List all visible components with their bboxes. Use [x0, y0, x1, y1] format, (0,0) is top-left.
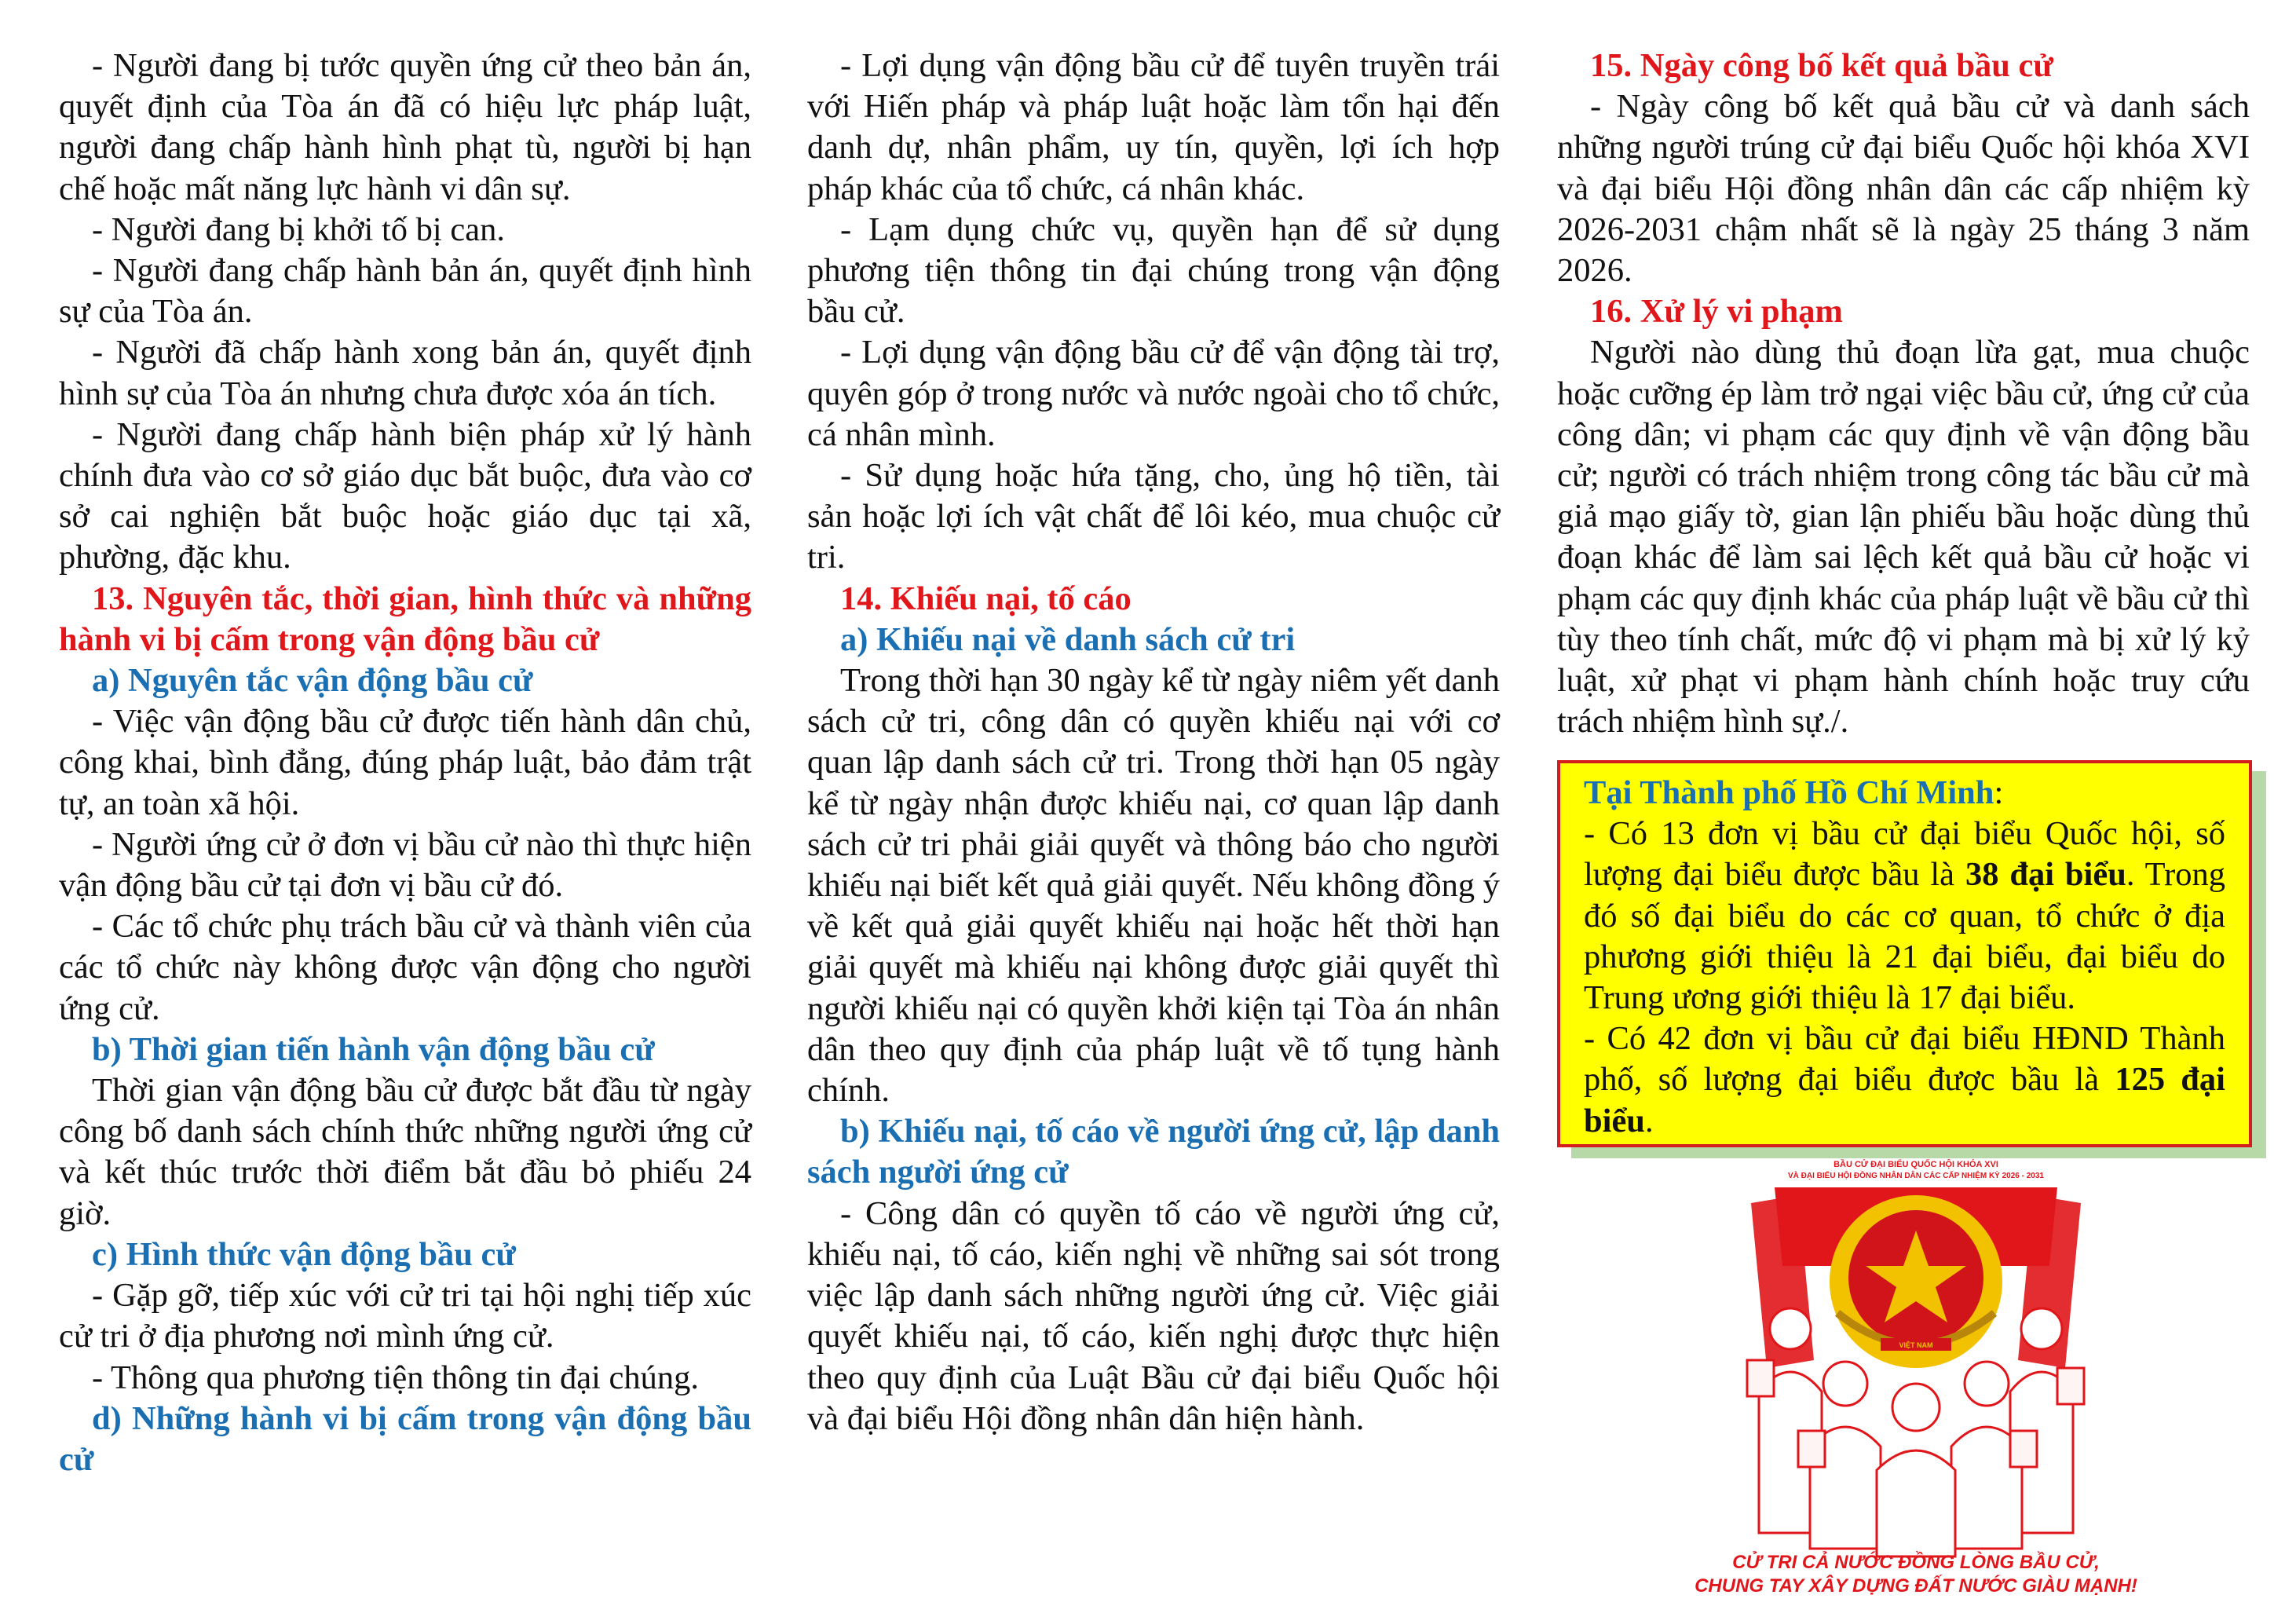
- hcm-box-p2-bold: 125 đại biểu: [1584, 1061, 2225, 1139]
- body-paragraph: - Việc vận động bầu cử được tiến hành dân chủ, công khai, bình đẳng, đúng pháp luật, bảo đảm trật tự, an toàn xã hội.: [59, 703, 751, 822]
- body-paragraph: - Người đang bị khởi tố bị can.: [92, 210, 505, 248]
- body-paragraph: - Gặp gỡ, tiếp xúc với cử tri tại hội nghị tiếp xúc cử tri ở địa phương nơi mình ứng cử.: [59, 1277, 751, 1355]
- body-paragraph: - Người đang bị tước quyền ứng cử theo bản án, quyết định của Tòa án đã có hiệu lực pháp luật, người đang chấp hành hình phạt tù, người bị hạn chế hoặc mất năng lực hành vi dân sự.: [59, 47, 751, 207]
- poster-slogan: [1680, 1551, 2152, 1598]
- body-paragraph: - Lạm dụng chức vụ, quyền hạn để sử dụng phương tiện thông tin đại chúng trong vận động bầu cử.: [807, 210, 1500, 331]
- body-paragraph: - Người đang chấp hành biện pháp xử lý hành chính đưa vào cơ sở giáo dục bắt buộc, đưa vào cơ sở cai nghiện bắt buộc hoặc giáo dục tại xã, phường, đặc khu.: [59, 415, 751, 576]
- body-paragraph: Thời gian vận động bầu cử được bắt đầu từ ngày công bố danh sách chính thức những người ứng cử và kết thúc trước thời điểm bắt đầu bỏ phiếu 24 giờ.: [59, 1072, 751, 1232]
- hcm-box-title-suffix: :: [1994, 774, 2004, 811]
- section-heading: 16. Xử lý vi phạm: [1590, 293, 1843, 331]
- section-heading: 13. Nguyên tắc, thời gian, hình thức và những hành vi bị cấm trong vận động bầu cử: [59, 580, 751, 658]
- body-paragraph: - Công dân có quyền tố cáo về người ứng cử, khiếu nại, tố cáo, kiến nghị về những sai sót trong việc lập danh sách những người ứng cử. Việc giải quyết khiếu nại, tố cáo, kiến nghị được thực hiện theo quy định của Luật Bầu cử đại biểu Quốc hội và đại biểu Hội đồng nhân dân hiện hành.: [807, 1194, 1500, 1437]
- section-heading: c) Hình thức vận động bầu cử: [92, 1235, 516, 1273]
- section-heading: b) Khiếu nại, tố cáo về người ứng cử, lập danh sách người ứng cử: [807, 1113, 1500, 1191]
- body-paragraph: - Lợi dụng vận động bầu cử để tuyên truyền trái với Hiến pháp và pháp luật hoặc làm tổn hại đến danh dự, nhân phẩm, uy tín, quyền, lợi ích hợp pháp khác của tổ chức, cá nhân khác.: [807, 47, 1500, 207]
- hcm-box-paragraph-2: [1584, 1019, 2225, 1142]
- national-emblem-icon: [1830, 1195, 2002, 1368]
- section-heading: d) Những hành vi bị cấm trong vận động bầu cử: [59, 1399, 751, 1478]
- poster-header-line1: BẦU CỬ ĐẠI BIỂU QUỐC HỘI KHÓA XVI: [1834, 1160, 1998, 1169]
- hcm-box-paragraph-1: [1584, 814, 2225, 1019]
- column-left: [59, 46, 751, 1480]
- poster-slogan-line2: CHUNG TAY XÂY DỰNG ĐẤT NƯỚC GIÀU MẠNH!: [1695, 1575, 2137, 1597]
- hcm-box-p1-text: - Có 13 đơn vị bầu cử đại biểu Quốc hội, số lượng đại biểu được bầu là: [1584, 815, 2225, 894]
- section-heading: 15. Ngày công bố kết quả bầu cử: [1590, 47, 2053, 84]
- body-paragraph: - Ngày công bố kết quả bầu cử và danh sách những người trúng cử đại biểu Quốc hội khóa XVI và đại biểu Hội đồng nhân dân các cấp nhiệm kỳ 2026-2031 chậm nhất sẽ là ngày 25 tháng 3 năm 2026.: [1557, 88, 2250, 290]
- section-heading: b) Thời gian tiến hành vận động bầu cử: [92, 1030, 655, 1068]
- election-poster: [1680, 1156, 2152, 1611]
- hcm-box-title-line: [1584, 773, 2225, 814]
- emblem-ribbon-text: VIỆT NAM: [1899, 1341, 1933, 1349]
- poster-header-line2: VÀ ĐẠI BIỂU HỘI ĐỒNG NHÂN DÂN CÁC CẤP NHIỆM KỲ 2026 - 2031: [1788, 1172, 2044, 1180]
- body-paragraph: - Người đang chấp hành bản án, quyết định hình sự của Tòa án.: [59, 252, 751, 331]
- hcm-box-title: Tại Thành phố Hồ Chí Minh: [1584, 774, 1994, 811]
- poster-slogan-line1: CỬ TRI CẢ NƯỚC ĐỒNG LÒNG BẦU CỬ,: [1732, 1552, 2100, 1573]
- section-heading: 14. Khiếu nại, tố cáo: [840, 580, 1132, 617]
- body-paragraph: Trong thời hạn 30 ngày kể từ ngày niêm yết danh sách cử tri, công dân có quyền khiếu nại với cơ quan lập danh sách cử tri. Trong thời hạn 05 ngày kể từ ngày nhận được khiếu nại, cơ quan lập danh sách cử tri phải giải quyết và thông báo cho người khiếu nại biết kết quả giải quyết. Nếu không đồng ý về kết quả giải quyết khiếu nại hoặc hết thời hạn giải quyết mà khiếu nại không được giải quyết thì người khiếu nại có quyền khởi kiện tại Tòa án nhân dân theo quy định của pháp luật về tố tụng hành chính.: [807, 662, 1500, 1110]
- column-right: [1557, 46, 2250, 742]
- hcm-box-p1-bold: 38 đại biểu: [1965, 856, 2126, 894]
- section-heading: a) Khiếu nại về danh sách cử tri: [840, 620, 1296, 658]
- body-paragraph: Người nào dùng thủ đoạn lừa gạt, mua chuộc hoặc cưỡng ép làm trở ngại việc bầu cử, ứng cử của công dân; vi phạm các quy định về vận động bầu cử; người có trách nhiệm trong công tác bầu cử mà giả mạo giấy tờ, gian lận phiếu bầu hoặc dùng thủ đoạn khác để làm sai lệch kết quả bầu cử hoặc vi phạm các quy định khác của pháp luật về bầu cử thì tùy theo tính chất, mức độ vi phạm mà bị xử lý kỷ luật, xử phạt vi phạm hành chính hoặc truy cứu trách nhiệm hình sự./.: [1557, 334, 2250, 741]
- body-paragraph: - Người ứng cử ở đơn vị bầu cử nào thì thực hiện vận động bầu cử tại đơn vị bầu cử đó.: [59, 825, 751, 905]
- hcm-box-p2-text-after: .: [1644, 1102, 1654, 1139]
- hcm-box-p2-text: - Có 42 đơn vị bầu cử đại biểu HĐND Thành phố, số lượng đại biểu được bầu là: [1584, 1020, 2225, 1099]
- hcm-info-box: [1557, 760, 2252, 1147]
- column-middle: [807, 46, 1500, 1439]
- hcm-box-p1-text-after: . Trong đó số đại biểu do các cơ quan, tổ chức ở địa phương giới thiệu là 21 đại biểu, đại biểu do Trung ương giới thiệu là 17 đại biểu.: [1584, 856, 2225, 1017]
- body-paragraph: - Thông qua phương tiện thông tin đại chúng.: [92, 1359, 700, 1396]
- body-paragraph: - Các tổ chức phụ trách bầu cử và thành viên của các tổ chức này không được vận động cho người ứng cử.: [59, 908, 751, 1027]
- body-paragraph: - Lợi dụng vận động bầu cử để vận động tài trợ, quyên góp ở trong nước và nước ngoài cho tổ chức, cá nhân mình.: [807, 334, 1500, 453]
- section-heading: a) Nguyên tắc vận động bầu cử: [92, 662, 533, 700]
- body-paragraph: - Người đã chấp hành xong bản án, quyết định hình sự của Tòa án nhưng chưa được xóa án tích.: [59, 334, 751, 412]
- body-paragraph: - Sử dụng hoặc hứa tặng, cho, ủng hộ tiền, tài sản hoặc lợi ích vật chất để lôi kéo, mua chuộc cử tri.: [807, 457, 1500, 576]
